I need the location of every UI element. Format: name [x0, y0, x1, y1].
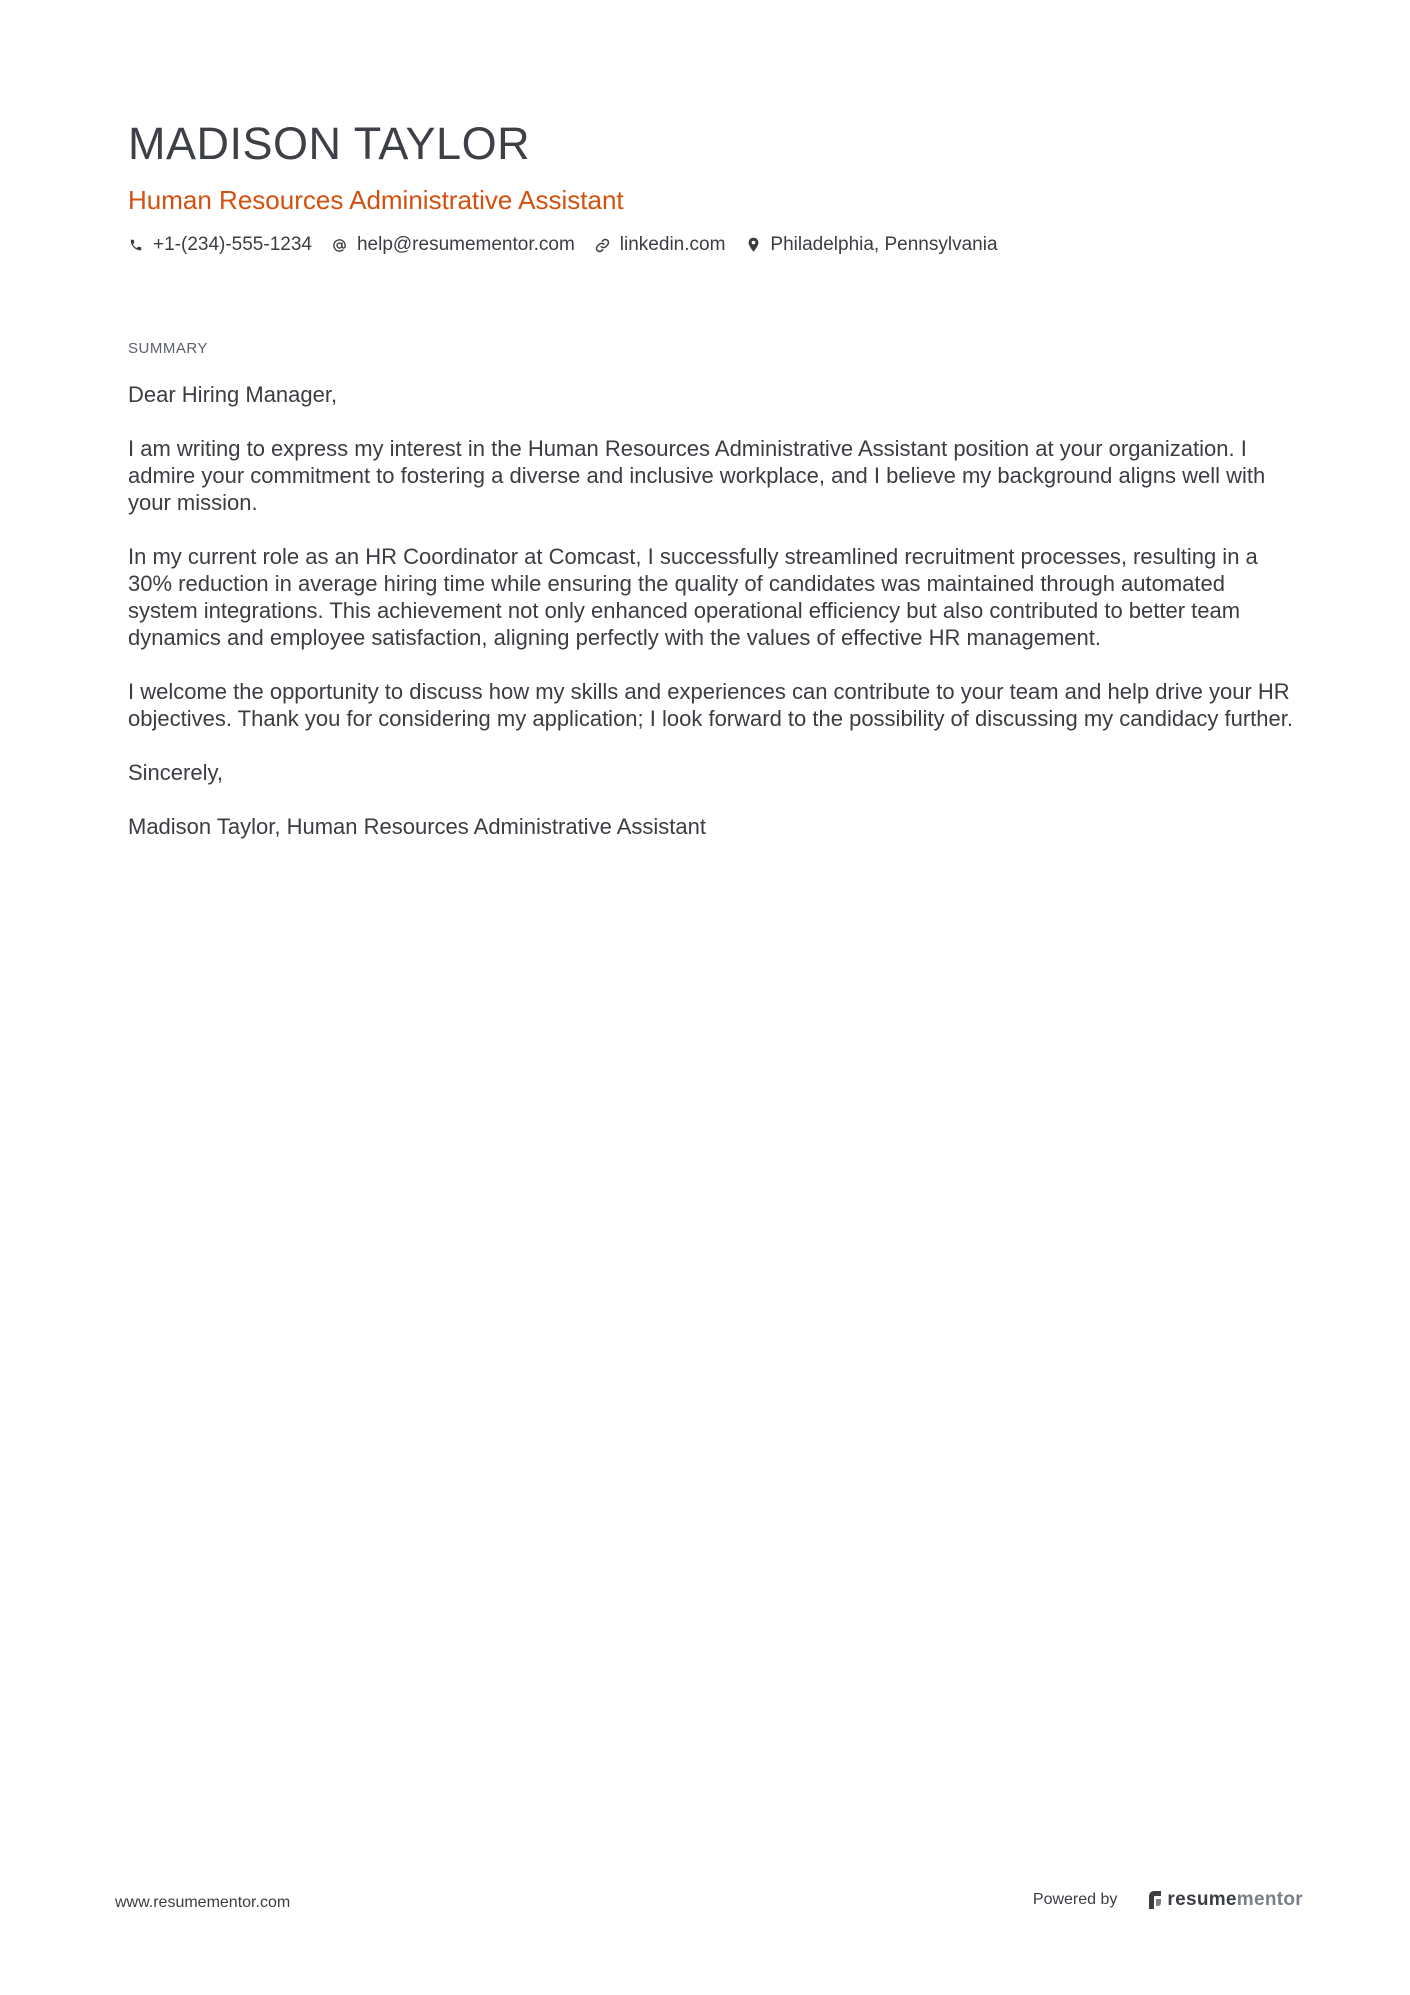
- contact-website[interactable]: [595, 232, 726, 258]
- brand-logo[interactable]: [1147, 1889, 1303, 1911]
- website-text: linkedin.com: [619, 234, 726, 255]
- location-text: Philadelphia, Pennsylvania: [770, 234, 998, 255]
- applicant-name: MADISON TAYLOR: [128, 118, 531, 169]
- brand-name-part2: mentor: [1236, 1889, 1303, 1910]
- phone-icon: [128, 237, 144, 253]
- powered-by-text: Powered by: [1032, 1891, 1118, 1908]
- letter-paragraph-1: I am writing to express my interest in the Human Resources Administrative Assistant position at your organization. I admire your commitment to fostering a diverse and inclusive workplace, and I believe my background aligns well with your mission.: [128, 436, 1266, 515]
- letter-paragraph-3: I welcome the opportunity to discuss how my skills and experiences can contribute to your team and help drive your HR objectives. Thank you for considering my application; I look forward to the possibility of discussing my candidacy further.: [128, 679, 1293, 731]
- letter-body: [128, 381, 1298, 867]
- footer-website-link[interactable]: www.resumementor.com: [115, 1894, 291, 1911]
- contact-location: [745, 232, 997, 258]
- phone-text: +1-(234)-555-1234: [153, 234, 312, 255]
- section-heading-summary: SUMMARY: [128, 340, 208, 357]
- email-text: help@resumementor.com: [356, 234, 575, 255]
- letter-closing: Sincerely,: [128, 760, 223, 785]
- contact-phone[interactable]: [128, 232, 312, 258]
- footer-branding: [1033, 1889, 1303, 1911]
- at-icon: [332, 237, 348, 253]
- letter-signature: Madison Taylor, Human Resources Administrative Assistant: [128, 814, 706, 839]
- letter-greeting: Dear Hiring Manager,: [128, 382, 338, 407]
- link-icon: [595, 237, 611, 253]
- job-title: Human Resources Administrative Assistant: [128, 185, 624, 215]
- contact-email[interactable]: [332, 232, 575, 258]
- location-pin-icon: [745, 237, 761, 253]
- letter-paragraph-2: In my current role as an HR Coordinator at Comcast, I successfully streamlined recruitment processes, resulting in a 30% reduction in average hiring time while ensuring the quality of candidates was maintained through automated system integrations. This achievement not only enhanced operational efficiency but also contributed to better team dynamics and employee satisfaction, aligning perfectly with the values of effective HR management.: [128, 544, 1258, 650]
- contact-bar: [128, 232, 1288, 258]
- resumementor-logo-icon: [1147, 1890, 1163, 1910]
- header: [128, 112, 1288, 258]
- brand-name-part1: resume: [1167, 1889, 1237, 1910]
